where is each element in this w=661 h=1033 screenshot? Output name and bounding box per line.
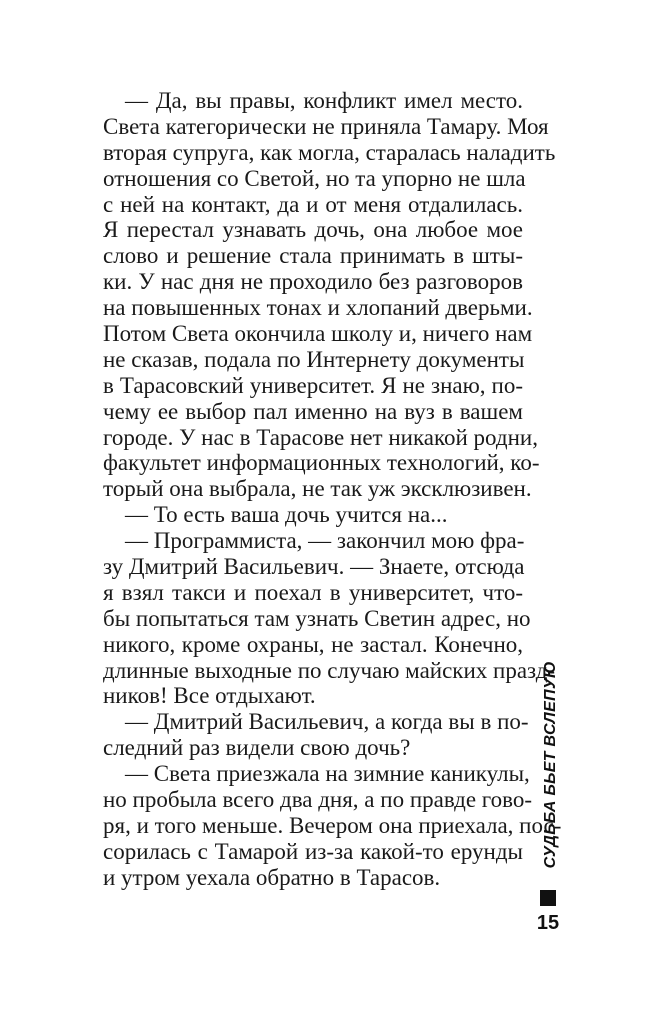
text-line: сорилась с Тамарой из-за какой-то ерунды [103,838,523,864]
text-line: не сказав, подала по Интернету документы [103,346,525,372]
text-line: но пробыла всего два дня, а по правде гово- [103,787,533,813]
running-title [534,650,568,880]
text-line: Я перестал узнавать дочь, она любое мое [103,217,523,243]
text-line: длинные выходные по случаю майских празд- [103,657,556,683]
text-line: факультет информационных технологий, ко- [103,450,540,476]
text-line: Света категорически не приняла Тамару. Моя [103,113,549,139]
text-line: никого, кроме охраны, не застал. Конечно, [103,631,523,657]
text-line: ки. У нас дня не проходило без разговоров [103,269,523,295]
text-line: зу Дмитрий Васильевич. — Знаете, отсюда [103,554,525,580]
text-line: — Света приезжала на зимние каникулы, [125,761,530,787]
text-line: Потом Света окончила школу и, ничего нам [103,321,533,347]
page-number: 15 [536,912,560,934]
running-title-text: СУДЬБА БЬЕТ ВСЛЕПУЮ [542,661,559,869]
text-line: с ней на контакт, да и от меня отдалилась. [103,191,523,217]
text-line: городе. У нас в Тарасове нет никакой родни, [103,424,538,450]
text-line: следний раз видели свою дочь? [103,735,411,761]
text-line: ря, и того меньше. Вечером она приехала, пос- [103,812,562,838]
text-line: ников! Все отдыхают. [103,683,316,709]
text-line: — Да, вы правы, конфликт имел место. [125,88,523,113]
text-line: я взял такси и поехал в университет, что- [103,579,523,605]
text-line: на повышенных тонах и хлопаний дверьми. [103,295,533,321]
square-marker-icon [540,890,556,906]
text-line: торый она выбрала, не так уж эксклюзивен. [103,476,532,502]
text-line: в Тарасовский университет. Я не знаю, по- [103,372,523,398]
text-line: чему ее выбор пал именно на вуз в вашем [103,398,523,424]
text-line: — Дмитрий Васильевич, а когда вы в по- [125,709,529,735]
text-line: вторая супруга, как могла, старалась наладить [103,139,556,165]
text-line: — То есть ваша дочь учится на... [125,502,448,528]
text-line: бы попытаться там узнать Светин адрес, но [103,605,531,631]
text-line: отношения со Светой, но та упорно не шла [103,165,526,191]
text-line: и утром уехала обратно в Тарасов. [103,864,441,890]
text-line: слово и решение стала принимать в шты- [103,243,523,269]
text-line: — Программиста, — закончил мою фра- [125,528,525,554]
